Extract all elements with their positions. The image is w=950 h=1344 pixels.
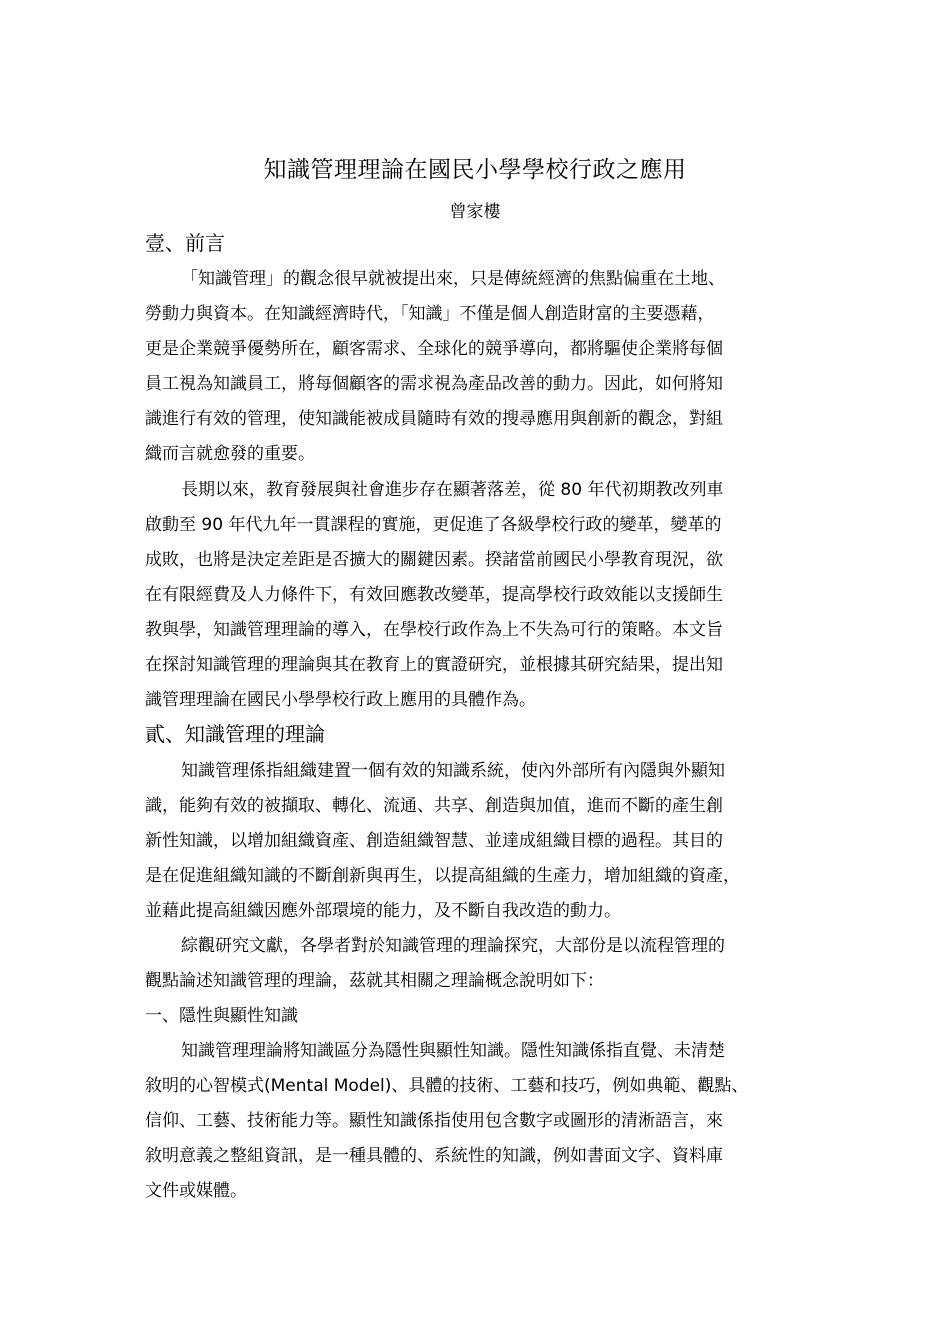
section-heading-introduction: 壹、前言 xyxy=(145,231,225,255)
paragraph-line: 文件或媒體。 xyxy=(145,1181,247,1201)
paragraph-line: 識進行有效的管理，使知識能被成員隨時有效的搜尋應用與創新的觀念，對組 xyxy=(145,409,723,429)
paragraph-line: 觀點論述知識管理的理論，茲就其相關之理論概念說明如下： xyxy=(145,971,604,991)
subsection-heading-tacit-explicit: 一、隱性與顯性知識 xyxy=(145,1006,298,1026)
paragraph-line: 「知識管理」的觀念很早就被提出來，只是傳統經濟的焦點偏重在土地、 xyxy=(181,269,725,289)
paragraph-line: 勞動力與資本。在知識經濟時代，「知識」不僅是個人創造財富的主要憑藉， xyxy=(145,304,715,324)
paragraph-line: 知識管理係指組織建置一個有效的知識系統，使內外部所有內隱與外顯知 xyxy=(181,761,725,781)
paragraph-line: 在探討知識管理的理論與其在教育上的實證研究，並根據其研究結果，提出知 xyxy=(145,655,723,675)
paragraph-line: 綜觀研究文獻，各學者對於知識管理的理論探究，大部份是以流程管理的 xyxy=(181,936,725,956)
paragraph-line: 敘明的心智模式(Mental Model)、具體的技術、工藝和技巧，例如典範、觀點、 xyxy=(145,1076,749,1096)
paragraph-line: 識管理理論在國民小學學校行政上應用的具體作為。 xyxy=(145,690,536,710)
paragraph-line: 織而言就愈發的重要。 xyxy=(145,444,315,464)
paragraph-line: 員工視為知識員工，將每個顧客的需求視為產品改善的動力。因此，如何將知 xyxy=(145,374,723,394)
author-name: 曾家樓 xyxy=(449,202,501,222)
paragraph-line: 教與學，知識管理理論的導入，在學校行政作為上不失為可行的策略。本文旨 xyxy=(145,620,723,640)
paragraph-line: 敘明意義之整組資訊，是一種具體的、系統性的知識，例如書面文字、資料庫 xyxy=(145,1146,723,1166)
paragraph-line: 信仰、工藝、技術能力等。顯性知識係指使用包含數字或圖形的清淅語言，來 xyxy=(145,1111,723,1131)
paragraph-line: 啟動至 90 年代九年一貫課程的實施，更促進了各級學校行政的變革，變革的 xyxy=(145,515,722,535)
paragraph-line: 並藉此提高組織因應外部環境的能力，及不斷自我改造的動力。 xyxy=(145,901,621,921)
paragraph-line: 長期以來，教育發展與社會進步存在顯著落差，從 80 年代初期教改列車 xyxy=(181,480,724,500)
paragraph-line: 識，能夠有效的被擷取、轉化、流通、共享、創造與加值，進而不斷的產生創 xyxy=(145,796,723,816)
paragraph-line: 成敗，也將是決定差距是否擴大的關鍵因素。揆諸當前國民小學教育現況，欲 xyxy=(145,550,723,570)
paragraph-line: 知識管理理論將知識區分為隱性與顯性知識。隱性知識係指直覺、未清楚 xyxy=(181,1041,725,1061)
paragraph-line: 新性知識，以增加組織資產、創造組織智慧、並達成組織目標的過程。其目的 xyxy=(145,831,723,851)
paragraph-line: 是在促進組織知識的不斷創新與再生，以提高組織的生產力，增加組織的資產， xyxy=(145,866,740,886)
paragraph-line: 在有限經費及人力條件下，有效回應教改變革，提高學校行政效能以支援師生 xyxy=(145,585,723,605)
section-heading-theory: 貳、知識管理的理論 xyxy=(145,722,325,746)
document-title: 知識管理理論在國民小學學校行政之應用 xyxy=(263,157,687,183)
paragraph-line: 更是企業競爭優勢所在，顧客需求、全球化的競爭導向，都將驅使企業將每個 xyxy=(145,339,723,359)
